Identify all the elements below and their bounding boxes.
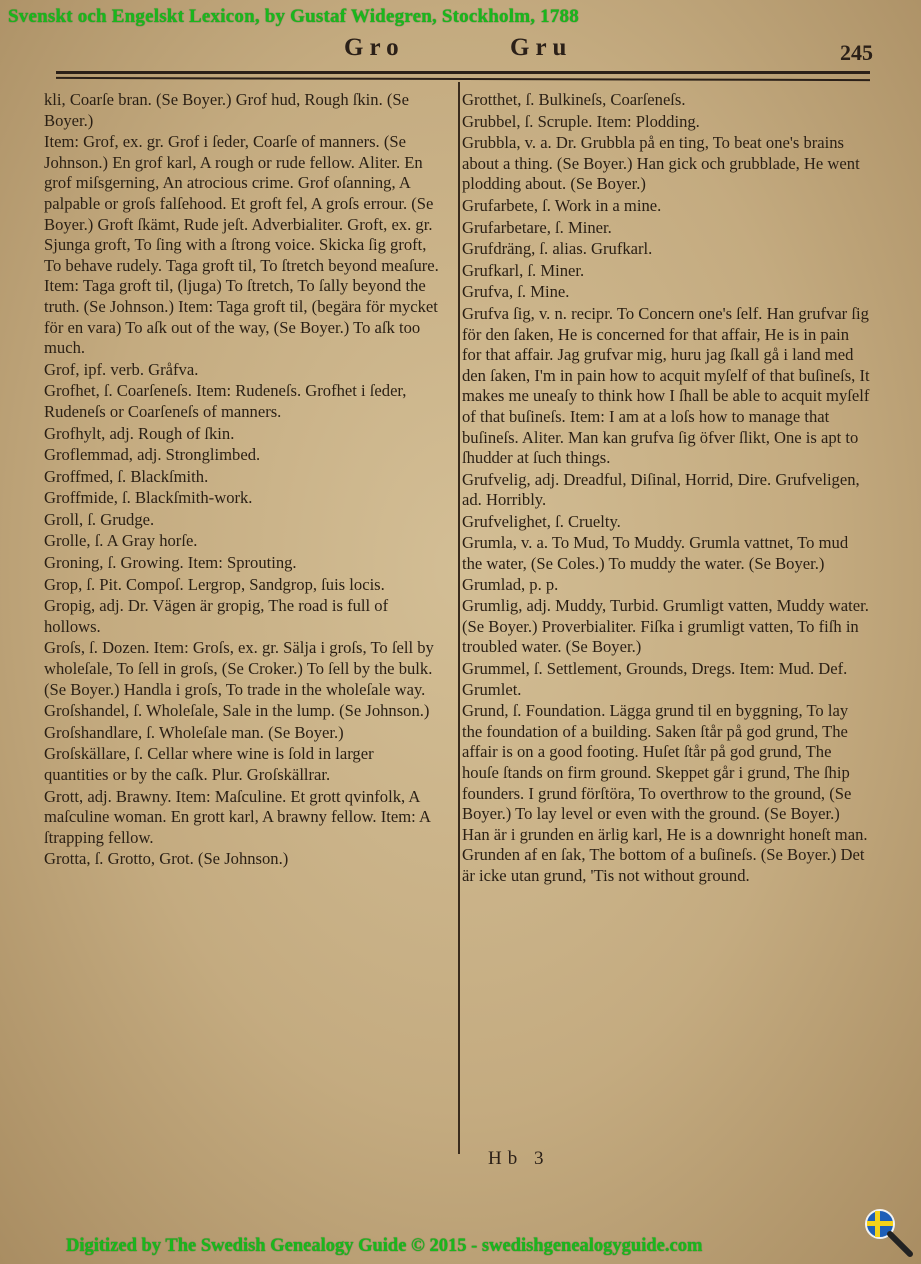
dictionary-entry: Groſs, ſ. Dozen. Item: Groſs, ex. gr. Sälja i groſs, To ſell by wholeſale, To ſell in groſs, (Se Croker.) To ſell by the bulk. (Se Boyer.) Handla i groſs, To trade in the wholeſale way. bbox=[44, 638, 434, 699]
signature-mark: Hb 3 bbox=[488, 1148, 550, 1169]
header-rule bbox=[56, 71, 870, 74]
dictionary-entry: Groſshandlare, ſ. Wholeſale man. (Se Boyer.) bbox=[44, 722, 344, 742]
dictionary-entry: Grummel, ſ. Settlement, Grounds, Dregs. Item: Mud. Def. Grumlet. bbox=[462, 659, 848, 699]
dictionary-entry: Groning, ſ. Growing. Item: Sprouting. bbox=[44, 553, 297, 573]
dictionary-entry: Grofhylt, adj. Rough of ſkin. bbox=[44, 423, 235, 443]
dictionary-entry: Grof, ipf. verb. Gråfva. bbox=[44, 359, 199, 379]
dictionary-entry: Groffmed, ſ. Blackſmith. bbox=[44, 466, 209, 486]
running-head-right: Gru bbox=[510, 34, 573, 61]
watermark-footer: Digitized by The Swedish Genealogy Guide © 2015 - swedishgenealogyguide.com bbox=[66, 1236, 703, 1256]
dictionary-entry: Grott, adj. Brawny. Item: Maſculine. Et grott qvinfolk, A maſculine woman. En grott karl, A brawny fellow. Item: A ſtrapping fellow. bbox=[44, 786, 431, 847]
dictionary-entry: Grubbla, v. a. Dr. Grubbla på en ting, To beat one's brains about a thing. (Se Boyer.) Han gick och grubblade, He went plodding about. (Se Boyer.) bbox=[462, 133, 860, 194]
dictionary-entry: Grufdräng, ſ. alias. Grufkarl. bbox=[462, 239, 653, 259]
watermark-banner: Svenskt och Engelskt Lexicon, by Gustaf Widegren, Stockholm, 1788 bbox=[8, 6, 579, 27]
left-column bbox=[44, 90, 442, 871]
dictionary-entry: Gropig, adj. Dr. Vägen är gropig, The road is full of hollows. bbox=[44, 596, 389, 636]
dictionary-entry: Grufvelighet, ſ. Cruelty. bbox=[462, 511, 621, 531]
dictionary-entry: Grofhet, ſ. Coarſeneſs. Item: Rudeneſs. Grofhet i ſeder, Rudeneſs or Coarſeneſs of manners. bbox=[44, 381, 407, 421]
swedish-flag-magnifier-icon bbox=[862, 1206, 918, 1260]
dictionary-entry: Grufarbete, ſ. Work in a mine. bbox=[462, 195, 662, 215]
page-number: 245 bbox=[840, 40, 873, 65]
right-column bbox=[462, 90, 870, 888]
dictionary-entry: Grufarbetare, ſ. Miner. bbox=[462, 217, 612, 237]
dictionary-entry: Grotthet, ſ. Bulkineſs, Coarſeneſs. bbox=[462, 90, 686, 109]
dictionary-entry: Groſshandel, ſ. Wholeſale, Sale in the lump. (Se Johnson.) bbox=[44, 701, 430, 721]
dictionary-entry: Grufva, ſ. Mine. bbox=[462, 282, 570, 302]
dictionary-entry: Grubbel, ſ. Scruple. Item: Plodding. bbox=[462, 111, 700, 131]
dictionary-entry: Grufkarl, ſ. Miner. bbox=[462, 260, 585, 280]
dictionary-entry: Grufva ſig, v. n. recipr. To Concern one's ſelf. Han grufvar ſig för den ſaken, He is concerned for that affair, He is in pain for that affair. Jag grufvar mig, huru jag ſkall gå i land med den ſaken, I'm in pain how to acquit myſelf of that buſineſs, It makes me uneaſy to think how I ſhall be able to acquit myſelf of that buſineſs. Item: I am at a loſs how to manage that buſineſs. Aliter. Man kan grufva ſig öfver ſlikt, One is apt to ſhudder at ſuch things. bbox=[462, 303, 870, 468]
header-rule-thin bbox=[56, 77, 870, 81]
dictionary-entry: Groll, ſ. Grudge. bbox=[44, 509, 155, 529]
dictionary-entry: Groflemmad, adj. Stronglimbed. bbox=[44, 445, 261, 465]
dictionary-entry: Grop, ſ. Pit. Compoſ. Lergrop, Sandgrop, ſuis locis. bbox=[44, 574, 385, 594]
dictionary-entry: Groſskällare, ſ. Cellar where wine is ſold in larger quantities or by the caſk. Plur. Groſskällrar. bbox=[44, 744, 374, 784]
dictionary-entry: Grolle, ſ. A Gray horſe. bbox=[44, 531, 198, 551]
dictionary-entry: kli, Coarſe bran. (Se Boyer.) Grof hud, Rough ſkin. (Se Boyer.) bbox=[44, 90, 410, 130]
running-head-left: Gro bbox=[344, 34, 405, 61]
dictionary-entry: Grund, ſ. Foundation. Lägga grund til en byggning, To lay the foundation of a building. Saken ſtår på god grund, The affair is on a good footing. Huſet ſtår på god grund, The houſe ſtands on firm ground. Skeppet går i grund, The ſhip founders. I grund förſtöra, To overthrow to the ground, (Se Boyer.) To lay level or even with the ground. (Se Boyer.) Han är i grunden en ärlig karl, He is a downright honeſt man. Grunden af en ſak, The bottom of a buſineſs. (Se Boyer.) Det är icke utan grund, 'Tis not without ground. bbox=[462, 701, 868, 885]
dictionary-entry: Groffmide, ſ. Blackſmith-work. bbox=[44, 488, 253, 508]
dictionary-entry: Item: Grof, ex. gr. Grof i ſeder, Coarſe of manners. (Se Johnson.) En grof karl, A rough or rude fellow. Aliter. En grof miſsgerning, An atrocious crime. Grof oſanning, A palpable or groſs falſehood. Et groft fel, A groſs errour. (Se Boyer.) Groft ſkämt, Rude jeſt. Adverbialiter. Groft, ex. gr. Sjunga groft, To ſing with a ſtrong voice. Skicka ſig groft, To behave rudely. Taga groft til, To ſtretch beyond meaſure. Item: Taga groft til, (ljuga) To ſtretch, To ſally beyond the truth. (Se Johnson.) Item: Taga groft til, (begära för mycket för en vara) To aſk out of the way, (Se Boyer.) To aſk too much. bbox=[44, 132, 439, 358]
dictionary-entry: Grufvelig, adj. Dreadful, Diſinal, Horrid, Dire. Grufveligen, ad. Horribly. bbox=[462, 469, 860, 510]
dictionary-entry: Grumla, v. a. To Mud, To Muddy. Grumla vattnet, To mud the water, (Se Coles.) To muddy the water. (Se Boyer.) Grumlad, p. p. bbox=[462, 533, 849, 594]
dictionary-entry: Grumlig, adj. Muddy, Turbid. Grumligt vatten, Muddy water. (Se Boyer.) Proverbialiter. Fiſka i grumligt vatten, To fiſh in troubled water. (Se Boyer.) bbox=[462, 596, 869, 657]
column-divider bbox=[458, 82, 460, 1154]
dictionary-entry: Grotta, ſ. Grotto, Grot. (Se Johnson.) bbox=[44, 849, 289, 869]
